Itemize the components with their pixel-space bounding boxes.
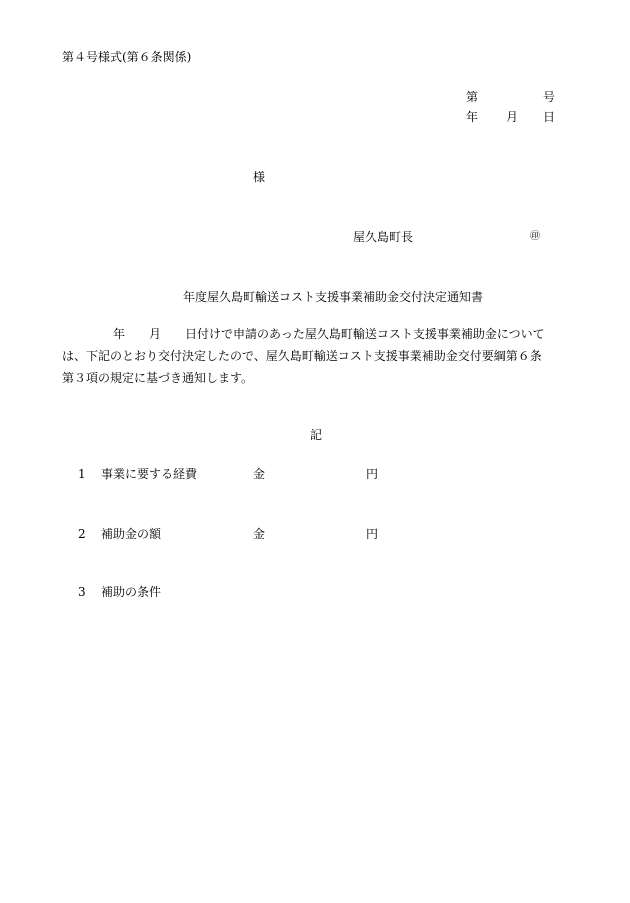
reference-dai: 第 [466, 90, 479, 104]
ki-heading: 記 [310, 428, 323, 442]
item-label: 事業に要する経費 [101, 467, 198, 481]
item-label: 補助の条件 [101, 585, 162, 599]
body-paragraph [62, 323, 582, 389]
body-line-3: 第３項の規定に基づき通知します。 [62, 371, 254, 385]
body-line-1-text: 日付けで申請のあった屋久島町輸送コスト支援事業補助金について [185, 327, 545, 341]
item-en: 円 [366, 527, 379, 541]
item-number: 2 [78, 527, 86, 541]
item-kin: 金 [253, 527, 266, 541]
reference-go: 号 [543, 90, 556, 104]
document-title: 年度屋久島町輸送コスト支援事業補助金交付決定通知書 [183, 290, 484, 304]
date-year: 年 [466, 110, 479, 124]
body-year: 年 [113, 327, 126, 341]
item-number: 3 [78, 585, 86, 599]
item-label: 補助金の額 [101, 527, 162, 541]
sender-name: 屋久島町長 [353, 230, 414, 244]
seal-mark: ㊞ [530, 231, 540, 242]
form-label: 第４号様式(第６条関係) [62, 50, 192, 64]
item-number: 1 [78, 467, 86, 481]
body-month: 月 [149, 327, 162, 341]
body-line-1 [62, 323, 582, 345]
item-kin: 金 [253, 467, 266, 481]
body-line-2: は、下記のとおり交付決定したので、屋久島町輸送コスト支援事業補助金交付要綱第６条 [62, 349, 542, 363]
date-day: 日 [543, 110, 556, 124]
date-month: 月 [506, 110, 519, 124]
addressee-suffix: 様 [253, 170, 266, 184]
item-en: 円 [366, 467, 379, 481]
